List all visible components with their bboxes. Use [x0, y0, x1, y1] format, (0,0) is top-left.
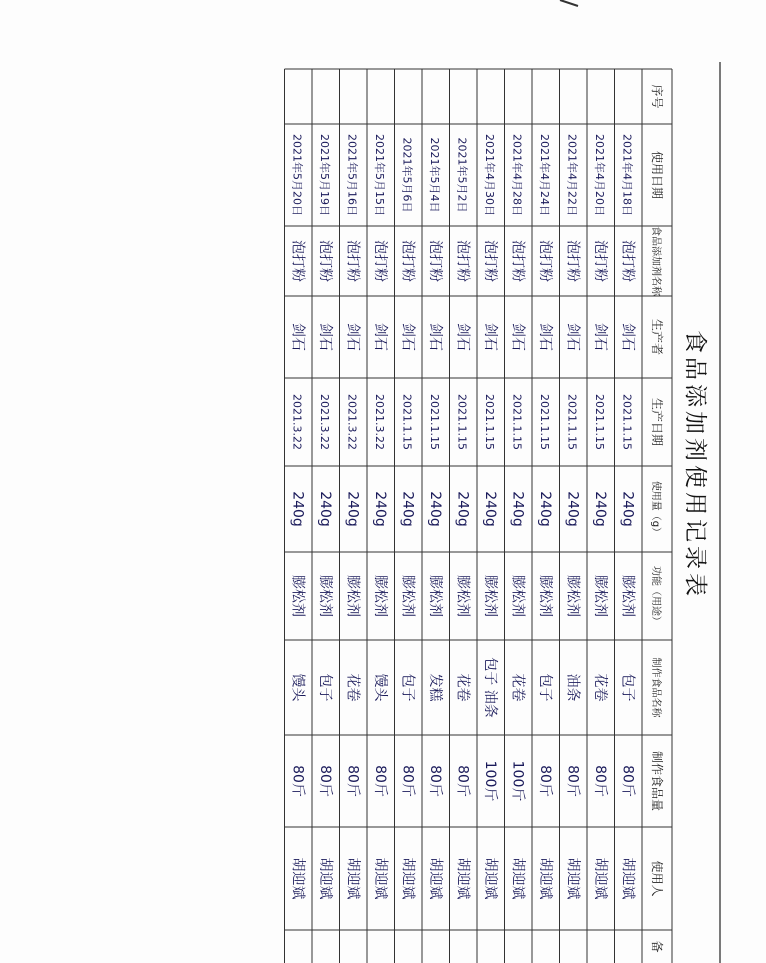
cell-user: 胡迎斌	[619, 857, 636, 900]
cell-amount: 240g	[289, 491, 306, 527]
cell-user: 胡迎斌	[426, 857, 443, 900]
cell-prod-date: 2021.1.15	[427, 394, 441, 450]
header-food-name: 制作食品名称	[650, 657, 661, 718]
cell-food-name: 馒头	[289, 673, 306, 702]
cell-function: 膨松剂	[564, 575, 581, 617]
cell-function: 膨松剂	[289, 575, 306, 617]
header-prod-date: 生产日期	[650, 397, 664, 447]
cell-function: 膨松剂	[316, 575, 333, 617]
cell-food-name: 包子	[536, 673, 553, 702]
cell-food-name: 花卷	[344, 673, 361, 702]
cell-function: 膨松剂	[426, 575, 443, 617]
cell-prod-date: 2021.1.15	[455, 394, 469, 450]
cell-date: 2021年5月4日	[427, 137, 441, 213]
cell-producer: 剑石	[371, 323, 388, 351]
cell-food-name: 花卷	[509, 673, 526, 702]
form-rotated-group	[285, 69, 709, 963]
cell-prod-date: 2021.3.22	[290, 394, 304, 450]
cell-producer: 剑石	[536, 323, 553, 351]
cell-user: 胡迎斌	[509, 857, 526, 900]
cell-user: 胡迎斌	[289, 857, 306, 900]
cell-amount: 240g	[344, 491, 361, 527]
cell-producer: 剑石	[481, 323, 498, 351]
cell-additive: 泡打粉	[564, 240, 581, 282]
table-row	[564, 134, 581, 900]
cell-additive: 泡打粉	[289, 240, 306, 282]
cell-prod-date: 2021.1.15	[537, 394, 551, 450]
cell-date: 2021年4月18日	[620, 134, 634, 216]
cell-producer: 剑石	[289, 323, 306, 351]
header-amount: 使用量（g）	[650, 480, 661, 538]
cell-producer: 剑石	[426, 323, 443, 351]
cell-food-amount: 80斤	[399, 765, 416, 797]
cell-user: 胡迎斌	[536, 857, 553, 900]
cell-food-name: 发糕	[426, 673, 443, 702]
cell-function: 膨松剂	[591, 575, 608, 617]
table-row	[537, 134, 554, 900]
cell-additive: 泡打粉	[426, 240, 443, 282]
cell-additive: 泡打粉	[509, 240, 526, 282]
cell-user: 胡迎斌	[371, 857, 388, 900]
table-row	[592, 134, 609, 900]
table-row	[317, 134, 334, 900]
cell-food-name: 油条	[564, 673, 581, 702]
cell-amount: 240g	[371, 491, 388, 527]
cell-prod-date: 2021.1.15	[400, 394, 414, 450]
cell-date: 2021年5月19日	[317, 134, 331, 216]
cell-function: 膨松剂	[399, 575, 416, 617]
table-row	[482, 134, 499, 900]
cell-date: 2021年4月20日	[592, 134, 606, 216]
cell-additive: 泡打粉	[316, 240, 333, 282]
cell-function: 膨松剂	[509, 575, 526, 617]
cell-prod-date: 2021.3.22	[372, 394, 386, 450]
cell-prod-date: 2021.1.15	[565, 394, 579, 450]
cell-date: 2021年4月24日	[537, 134, 551, 216]
cell-amount: 240g	[454, 491, 471, 527]
cell-user: 胡迎斌	[481, 857, 498, 900]
cell-function: 膨松剂	[481, 575, 498, 617]
cell-date: 2021年4月30日	[482, 134, 496, 216]
cell-producer: 剑石	[454, 323, 471, 351]
cell-producer: 剑石	[316, 323, 333, 351]
cell-amount: 240g	[481, 491, 498, 527]
table-body	[289, 134, 636, 900]
header-food-amount: 制作食品量	[650, 750, 664, 812]
table-row	[619, 134, 636, 900]
table-row	[427, 138, 444, 900]
cell-function: 膨松剂	[371, 575, 388, 617]
cell-food-name: 馒头	[371, 673, 388, 702]
cell-date: 2021年5月16日	[345, 134, 359, 216]
cell-food-name: 花卷	[454, 673, 471, 702]
cell-additive: 泡打粉	[536, 240, 553, 282]
cell-prod-date: 2021.1.15	[482, 394, 496, 450]
table-row	[509, 134, 526, 900]
header-seq: 序号	[650, 84, 664, 109]
cell-food-amount: 80斤	[289, 765, 306, 797]
cell-producer: 剑石	[591, 323, 608, 351]
cell-function: 膨松剂	[536, 575, 553, 617]
record-table-grid	[285, 69, 673, 963]
cell-amount: 240g	[399, 491, 416, 527]
cell-user: 胡迎斌	[454, 857, 471, 900]
cell-prod-date: 2021.1.15	[592, 394, 606, 450]
cell-food-amount: 100斤	[481, 760, 498, 802]
cell-food-name: 包子	[316, 673, 333, 702]
header-function: 功能（用途）	[650, 566, 661, 626]
cell-amount: 240g	[536, 491, 553, 527]
table-row	[344, 134, 361, 900]
form-title: 食品添加剂使用记录表	[682, 330, 708, 600]
cell-additive: 泡打粉	[619, 240, 636, 282]
cell-producer: 剑石	[344, 323, 361, 351]
cell-additive: 泡打粉	[344, 240, 361, 282]
cell-user: 胡迎斌	[564, 857, 581, 900]
header-user: 使用人	[650, 860, 664, 897]
cell-producer: 剑石	[399, 323, 416, 351]
cell-food-amount: 80斤	[426, 765, 443, 797]
cell-user: 胡迎斌	[316, 857, 333, 900]
cell-date: 2021年5月20日	[290, 134, 304, 216]
cell-food-amount: 80斤	[344, 765, 361, 797]
cell-date: 2021年4月28日	[510, 134, 524, 216]
cell-additive: 泡打粉	[371, 240, 388, 282]
cell-food-amount: 80斤	[564, 765, 581, 797]
cell-date: 2021年5月2日	[455, 137, 469, 213]
cell-date: 2021年5月15日	[372, 134, 386, 216]
table-row	[289, 134, 306, 900]
cell-food-amount: 80斤	[454, 765, 471, 797]
cell-user: 胡迎斌	[591, 857, 608, 900]
cell-food-name: 花卷	[591, 673, 608, 702]
cell-food-name: 包子 油条	[481, 657, 498, 718]
header-additive: 食品添加剂名称	[650, 226, 661, 296]
cell-additive: 泡打粉	[454, 240, 471, 282]
table-row	[372, 134, 389, 900]
table-row	[454, 138, 471, 900]
cell-user: 胡迎斌	[399, 857, 416, 900]
cell-food-name: 包子	[399, 673, 416, 702]
cell-function: 膨松剂	[344, 575, 361, 617]
table-row	[399, 138, 416, 900]
cell-user: 胡迎斌	[344, 857, 361, 900]
cell-function: 膨松剂	[454, 575, 471, 617]
cell-additive: 泡打粉	[591, 240, 608, 282]
header-date: 使用日期	[650, 150, 664, 200]
scan-corner-mark	[560, 0, 578, 6]
cell-food-amount: 80斤	[371, 765, 388, 797]
cell-date: 2021年5月6日	[400, 137, 414, 213]
cell-prod-date: 2021.1.15	[620, 394, 634, 450]
cell-food-amount: 80斤	[591, 765, 608, 797]
table-header-row	[650, 84, 665, 952]
cell-producer: 剑石	[509, 323, 526, 351]
cell-food-name: 包子	[619, 673, 636, 702]
cell-prod-date: 2021.3.22	[317, 394, 331, 450]
cell-food-amount: 80斤	[316, 765, 333, 797]
header-note: 备	[650, 940, 664, 953]
cell-amount: 240g	[316, 491, 333, 527]
header-producer: 生产者	[650, 318, 664, 356]
cell-amount: 240g	[591, 491, 608, 527]
cell-prod-date: 2021.3.22	[345, 394, 359, 450]
cell-producer: 剑石	[619, 323, 636, 351]
cell-food-amount: 100斤	[509, 760, 526, 802]
cell-food-amount: 80斤	[536, 765, 553, 797]
cell-prod-date: 2021.1.15	[510, 394, 524, 450]
cell-amount: 240g	[619, 491, 636, 527]
cell-food-amount: 80斤	[619, 765, 636, 797]
cell-function: 膨松剂	[619, 575, 636, 617]
cell-additive: 泡打粉	[481, 240, 498, 282]
cell-amount: 240g	[426, 491, 443, 527]
cell-amount: 240g	[564, 491, 581, 527]
cell-amount: 240g	[509, 491, 526, 527]
cell-producer: 剑石	[564, 323, 581, 351]
cell-additive: 泡打粉	[399, 240, 416, 282]
cell-date: 2021年4月22日	[565, 134, 579, 216]
